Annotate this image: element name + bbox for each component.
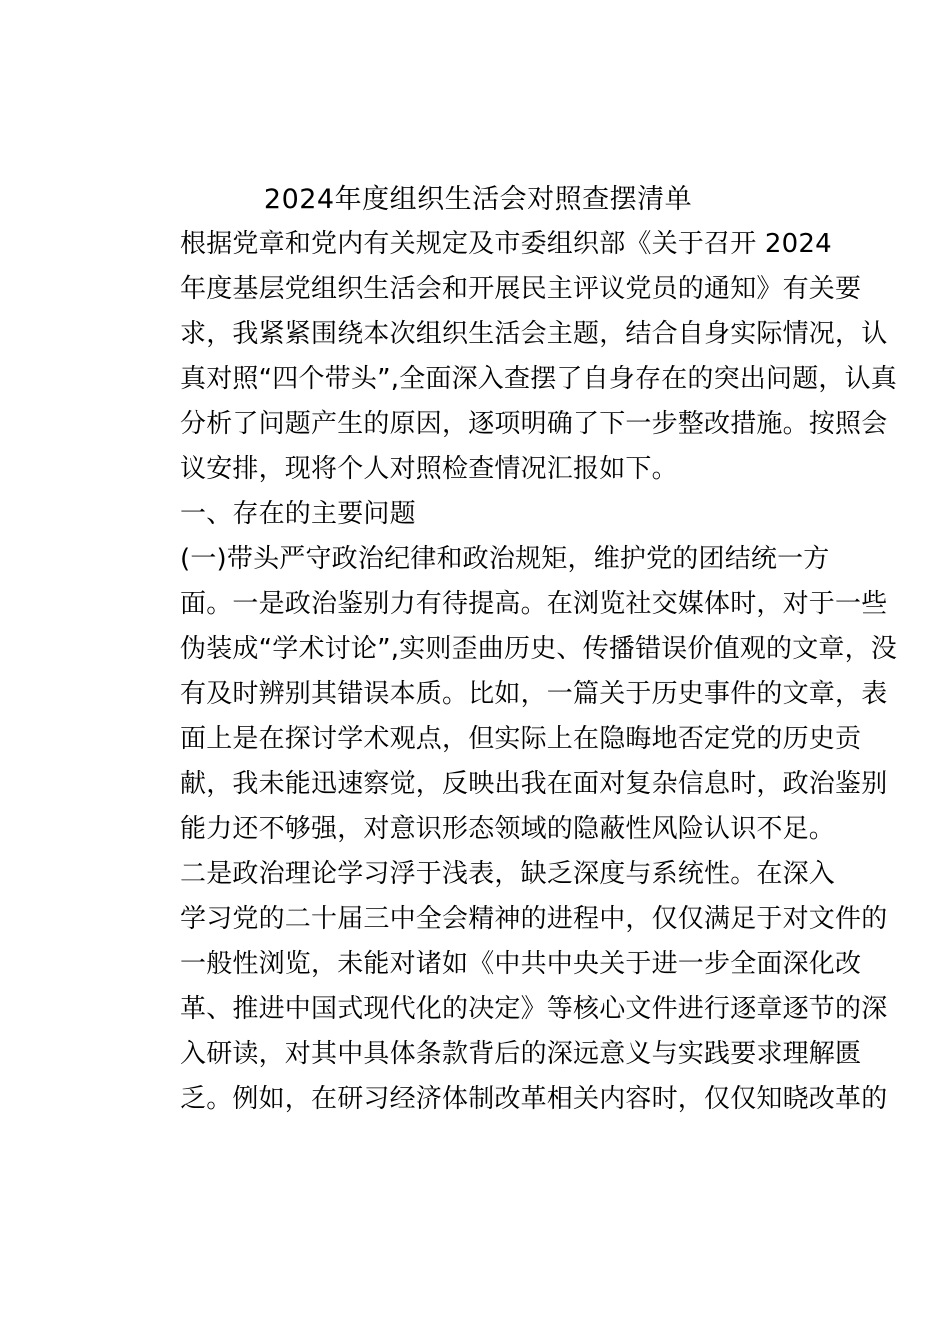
text-line: 议安排，现将个人对照检查情况汇报如下。 <box>180 454 678 484</box>
document-title: 2024年度组织生活会对照查摆清单 <box>263 184 693 215</box>
intro-paragraph <box>128 222 898 492</box>
text-line: 求，我紧紧围绕本次组织生活会主题，结合自身实际情况，认 <box>180 319 888 349</box>
text-line: 二是政治理论学习浮于浅表，缺乏深度与系统性。在深入 <box>180 859 836 889</box>
text-line: 献，我未能迅速察觉，反映出我在面对复杂信息时，政治鉴别 <box>180 769 888 799</box>
text-line: 能力还不够强，对意识形态领域的隐蔽性风险认识不足。 <box>180 814 836 844</box>
text-line: (一)带头严守政治纪律和政治规矩，维护党的团结统一方 <box>180 544 830 574</box>
text-line: 学习党的二十届三中全会精神的进程中，仅仅满足于对文件的 <box>180 904 888 934</box>
section-heading <box>128 492 828 537</box>
text-line: 一般性浏览，未能对诸如《中共中央关于进一步全面深化改 <box>180 949 862 979</box>
text-line: 真对照“四个带头”,全面深入查摆了自身存在的突出问题，认真 <box>180 364 898 394</box>
text-line: 乏。例如，在研习经济体制改革相关内容时，仅仅知晓改革的 <box>180 1084 888 1114</box>
problem-paragraph-1 <box>128 537 898 852</box>
text-line: 分析了问题产生的原因，逐项明确了下一步整改措施。按照会 <box>180 409 888 439</box>
text-line: 面。一是政治鉴别力有待提高。在浏览社交媒体时，对于一些 <box>180 589 888 619</box>
text-line: 有及时辨别其错误本质。比如，一篇关于历史事件的文章，表 <box>180 679 888 709</box>
text-line: 伪装成“学术讨论”,实则歪曲历史、传播错误价值观的文章，没 <box>180 634 898 664</box>
text-line: 年度基层党组织生活会和开展民主评议党员的通知》有关要 <box>180 274 862 304</box>
text-line: 面上是在探讨学术观点，但实际上在隐晦地否定党的历史贡 <box>180 724 862 754</box>
text-line: 入研读，对其中具体条款背后的深远意义与实践要求理解匮 <box>180 1039 862 1069</box>
text-line: 根据党章和党内有关规定及市委组织部《关于召开 2024 <box>180 229 832 259</box>
document-page <box>128 178 898 1122</box>
problem-paragraph-2 <box>128 852 888 1122</box>
section-heading-text: 一、存在的主要问题 <box>180 499 416 529</box>
text-line: 革、推进中国式现代化的决定》等核心文件进行逐章逐节的深 <box>180 994 888 1024</box>
